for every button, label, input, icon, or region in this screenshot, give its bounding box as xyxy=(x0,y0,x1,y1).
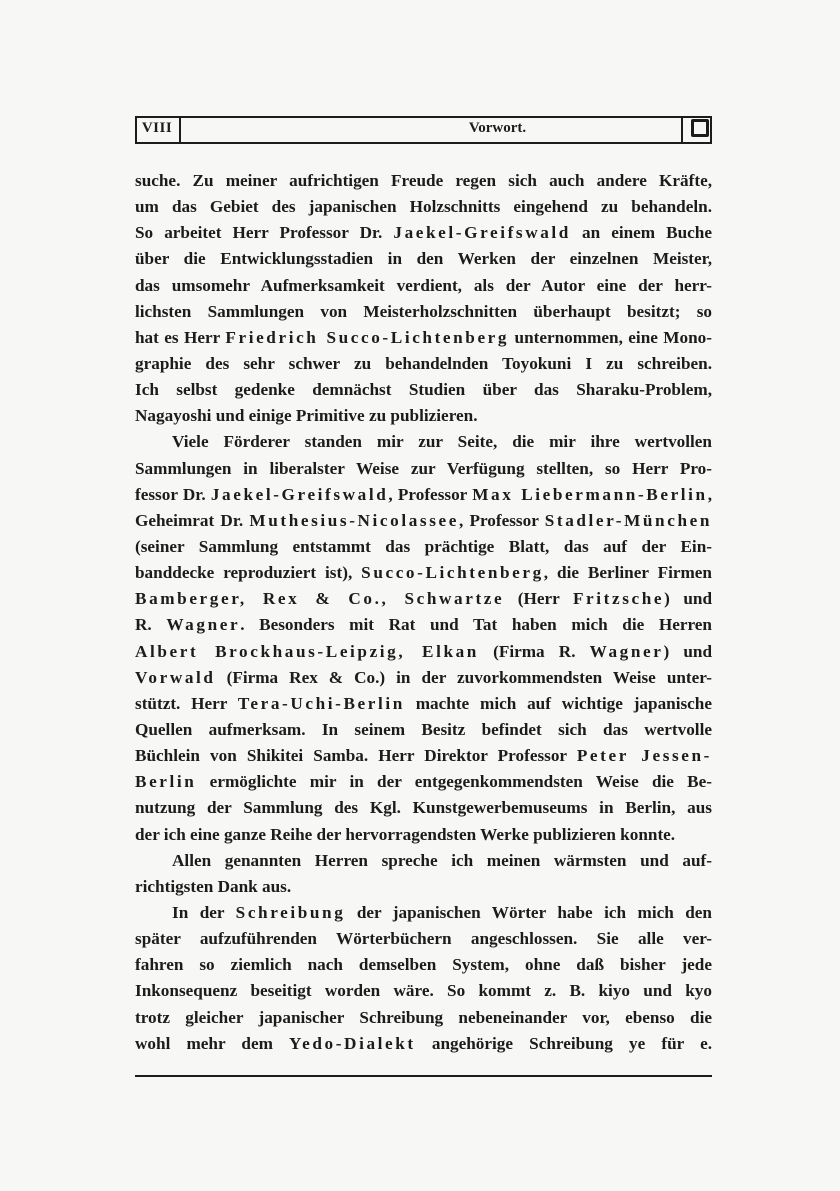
header-divider-rule xyxy=(179,116,181,144)
text-line: suche. Zu meiner aufrichtigen Freude regen sich auch andere Kräfte, xyxy=(135,171,712,190)
text-line: um das Gebiet des japanischen Holzschnitts eingehend zu behandeln. xyxy=(135,197,712,217)
text-line: fahren so ziemlich nach demselben System, ohne daß bisher jede xyxy=(135,955,712,975)
text-line: Quellen aufmerksam. In seinem Besitz befindet sich das wertvolle xyxy=(135,719,712,739)
header-right-rule xyxy=(710,116,712,144)
text-line: Büchlein von Shikitei Samba. Herr Direktor Professor Peter Jessen- xyxy=(135,746,712,766)
text-line: R. Wagner. Besonders mit Rat und Tat haben mich die Herren xyxy=(135,615,712,635)
text-line: Nagayoshi und einige Primitive zu publizieren. xyxy=(135,406,478,426)
text-line: Inkonsequenz beseitigt worden wäre. So kommt z. B. kiyo und kyo xyxy=(135,981,712,1001)
text-line: Allen genannten Herren spreche ich meinen wärmsten und auf- xyxy=(172,850,712,870)
body-text xyxy=(135,168,712,1057)
text-line: (seiner Sammlung entstammt das prächtige Blatt, das auf der Ein- xyxy=(135,536,712,556)
text-line: Albert Brockhaus-Leipzig, Elkan (Firma R. Wagner) und xyxy=(135,641,713,661)
footer-rule xyxy=(135,1075,712,1077)
text-line: Bamberger, Rex & Co., Schwartze (Herr Fritzsche) und xyxy=(135,589,713,609)
page-number: VIII xyxy=(141,120,173,136)
text-line: der ich eine ganze Reihe der hervorragendsten Werke publizieren konnte. xyxy=(135,824,676,844)
text-line: Sammlungen in liberalster Weise zur Verfügung stellten, so Herr Pro- xyxy=(135,458,712,478)
text-line: richtigsten Dank aus. xyxy=(135,876,292,896)
text-line: das umsomehr Aufmerksamkeit verdient, als der Autor eine der herr- xyxy=(135,275,712,295)
text-line: So arbeitet Herr Professor Dr. Jaekel-Greifswald an einem Buche xyxy=(135,223,712,243)
text-line: Geheimrat Dr. Muthesius-Nicolassee, Professor Stadler-München xyxy=(135,510,712,530)
text-line: lichsten Sammlungen von Meisterholzschnitten überhaupt besitzt; so xyxy=(135,301,712,321)
running-title: Vorwort. xyxy=(468,120,527,136)
header-divider-rule-right xyxy=(681,116,683,144)
text-line: nutzung der Sammlung des Kgl. Kunstgewerbemuseums in Berlin, aus xyxy=(135,798,712,818)
text-line: hat es Herr Friedrich Succo-Lichtenberg unternommen, eine Mono- xyxy=(135,327,712,347)
text-line: trotz gleicher japanischer Schreibung nebeneinander vor, ebenso die xyxy=(135,1007,712,1027)
text-line: graphie des sehr schwer zu behandelnden Toyokuni I zu schreiben. xyxy=(135,353,712,373)
text-line: wohl mehr dem Yedo-Dialekt angehörige Schreibung ye für e. xyxy=(135,1033,712,1053)
text-line: fessor Dr. Jaekel-Greifswald, Professor Max Liebermann-Berlin, xyxy=(135,484,712,504)
text-line: In der Schreibung der japanischen Wörter habe ich mich den xyxy=(172,902,712,922)
header-bottom-rule xyxy=(135,142,712,144)
header-top-rule xyxy=(135,116,712,118)
text-line: Ich selbst gedenke demnächst Studien über das Sharaku-Problem, xyxy=(135,380,712,400)
running-header xyxy=(135,116,712,144)
text-line: später aufzuführenden Wörterbüchern angeschlossen. Sie alle ver- xyxy=(135,929,712,949)
text-line: Berlin ermöglichte mir in der entgegenkommendsten Weise die Be- xyxy=(135,772,712,792)
square-ornament-icon xyxy=(691,119,709,137)
text-line: banddecke reproduziert ist), Succo-Lichtenberg, die Berliner Firmen xyxy=(135,563,712,583)
text-line: Viele Förderer standen mir zur Seite, die mir ihre wertvollen xyxy=(172,432,712,452)
text-line: Vorwald (Firma Rex & Co.) in der zuvorkommendsten Weise unter- xyxy=(135,667,712,687)
text-line: über die Entwicklungsstadien in den Werken der einzelnen Meister, xyxy=(135,249,712,269)
text-line: stützt. Herr Tera-Uchi-Berlin machte mich auf wichtige japanische xyxy=(135,693,712,713)
